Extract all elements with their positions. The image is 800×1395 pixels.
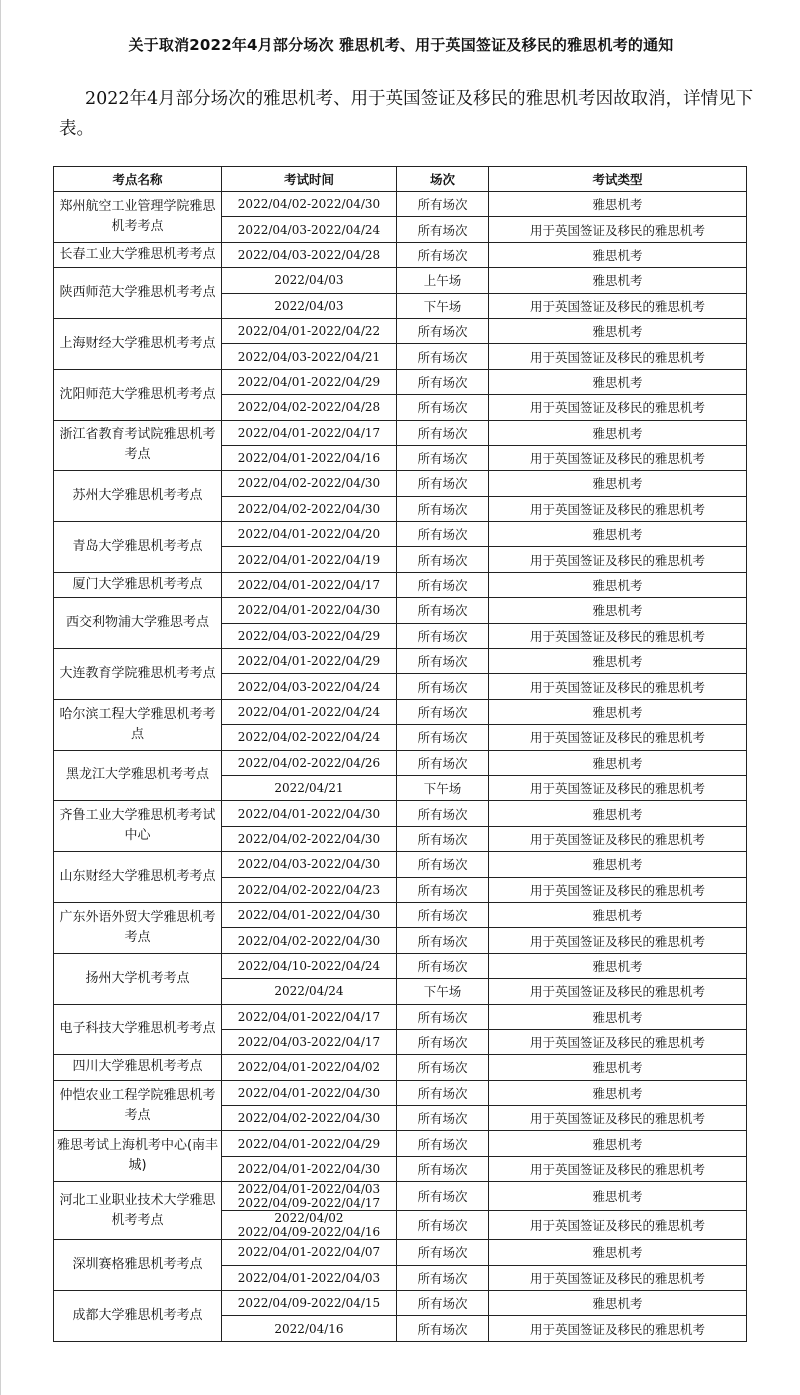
exam-date-cell: 2022/04/01-2022/04/02: [222, 1055, 397, 1080]
table-row: [54, 598, 747, 623]
exam-date-cell: 2022/04/02-2022/04/30: [222, 471, 397, 496]
exam-date-cell: 2022/04/02-2022/04/30: [222, 496, 397, 521]
exam-type-cell: 用于英国签证及移民的雅思机考: [489, 623, 747, 648]
exam-type-cell: 用于英国签证及移民的雅思机考: [489, 877, 747, 902]
session-cell: 所有场次: [397, 242, 489, 267]
session-cell: 所有场次: [397, 1080, 489, 1105]
exam-type-cell: 雅思机考: [489, 1182, 747, 1211]
session-cell: 所有场次: [397, 1156, 489, 1181]
session-cell: 所有场次: [397, 801, 489, 826]
table-row: [54, 369, 747, 394]
session-cell: 所有场次: [397, 445, 489, 470]
exam-type-cell: 雅思机考: [489, 369, 747, 394]
exam-type-cell: 用于英国签证及移民的雅思机考: [489, 1029, 747, 1054]
site-name-cell: 山东财经大学雅思机考考点: [54, 852, 222, 903]
exam-date-cell: 2022/04/01-2022/04/07: [222, 1240, 397, 1265]
exam-date-cell: 2022/04/02-2022/04/24: [222, 725, 397, 750]
table-row: [54, 318, 747, 343]
session-cell: 所有场次: [397, 877, 489, 902]
exam-type-cell: 用于英国签证及移民的雅思机考: [489, 928, 747, 953]
site-name-cell: 深圳赛格雅思机考考点: [54, 1240, 222, 1291]
session-cell: 所有场次: [397, 318, 489, 343]
site-name-cell: 电子科技大学雅思机考考点: [54, 1004, 222, 1055]
session-cell: 所有场次: [397, 1182, 489, 1211]
exam-date-cell: 2022/04/03-2022/04/24: [222, 674, 397, 699]
exam-type-cell: 雅思机考: [489, 1240, 747, 1265]
site-name-cell: 陕西师范大学雅思机考考点: [54, 268, 222, 319]
table-row: [54, 1131, 747, 1156]
site-name-cell: 浙江省教育考试院雅思机考考点: [54, 420, 222, 471]
exam-type-cell: 用于英国签证及移民的雅思机考: [489, 725, 747, 750]
table-row: [54, 699, 747, 724]
cancellation-table: [53, 166, 747, 1342]
exam-type-cell: 雅思机考: [489, 598, 747, 623]
table-row: [54, 420, 747, 445]
exam-date-cell: 2022/04/01-2022/04/30: [222, 902, 397, 927]
exam-type-cell: 雅思机考: [489, 522, 747, 547]
site-name-cell: 齐鲁工业大学雅思机考考试中心: [54, 801, 222, 852]
exam-date-cell: 2022/04/02-2022/04/26: [222, 750, 397, 775]
session-cell: 下午场: [397, 979, 489, 1004]
exam-type-cell: 用于英国签证及移民的雅思机考: [489, 979, 747, 1004]
session-cell: 所有场次: [397, 1106, 489, 1131]
table-row: [54, 801, 747, 826]
site-name-cell: 青岛大学雅思机考考点: [54, 522, 222, 573]
header-site: 考点名称: [54, 167, 222, 192]
exam-type-cell: 雅思机考: [489, 649, 747, 674]
session-cell: 所有场次: [397, 471, 489, 496]
exam-type-cell: 雅思机考: [489, 750, 747, 775]
exam-date-cell: 2022/04/03-2022/04/21: [222, 344, 397, 369]
site-name-cell: 扬州大学机考考点: [54, 953, 222, 1004]
table-row: [54, 953, 747, 978]
session-cell: 所有场次: [397, 902, 489, 927]
exam-date-cell: 2022/04/01-2022/04/30: [222, 801, 397, 826]
exam-type-cell: 雅思机考: [489, 192, 747, 217]
exam-type-cell: 用于英国签证及移民的雅思机考: [489, 1316, 747, 1341]
exam-date-cell: 2022/04/01-2022/04/29: [222, 369, 397, 394]
session-cell: 下午场: [397, 293, 489, 318]
site-name-cell: 上海财经大学雅思机考考点: [54, 318, 222, 369]
exam-type-cell: 雅思机考: [489, 242, 747, 267]
header-type: 考试类型: [489, 167, 747, 192]
table-row: [54, 522, 747, 547]
site-name-cell: 长春工业大学雅思机考考点: [54, 242, 222, 267]
exam-date-cell: 2022/04/01-2022/04/30: [222, 1156, 397, 1181]
session-cell: 所有场次: [397, 598, 489, 623]
exam-type-cell: 雅思机考: [489, 852, 747, 877]
exam-date-cell: 2022/04/01-2022/04/17: [222, 572, 397, 597]
table-row: [54, 192, 747, 217]
exam-date-cell: 2022/04/01-2022/04/30: [222, 598, 397, 623]
exam-date-cell: 2022/04/03: [222, 293, 397, 318]
exam-type-cell: 雅思机考: [489, 572, 747, 597]
exam-type-cell: 雅思机考: [489, 1004, 747, 1029]
exam-date-cell: 2022/04/03-2022/04/28: [222, 242, 397, 267]
exam-type-cell: 用于英国签证及移民的雅思机考: [489, 547, 747, 572]
site-name-cell: 苏州大学雅思机考考点: [54, 471, 222, 522]
exam-date-cell: 2022/04/03-2022/04/29: [222, 623, 397, 648]
exam-date-cell: 2022/04/03-2022/04/30: [222, 852, 397, 877]
notice-title: 关于取消2022年4月部分场次 雅思机考、用于英国签证及移民的雅思机考的通知: [128, 36, 674, 54]
table-row: [54, 242, 747, 267]
session-cell: 所有场次: [397, 674, 489, 699]
exam-date-cell: 2022/04/01-2022/04/03 2022/04/09-2022/04/17: [222, 1182, 397, 1211]
site-name-cell: 西交利物浦大学雅思考点: [54, 598, 222, 649]
exam-date-cell: 2022/04/01-2022/04/29: [222, 1131, 397, 1156]
exam-date-cell: 2022/04/03-2022/04/17: [222, 1029, 397, 1054]
exam-type-cell: 雅思机考: [489, 801, 747, 826]
exam-date-cell: 2022/04/02-2022/04/28: [222, 395, 397, 420]
site-name-cell: 仲恺农业工程学院雅思机考考点: [54, 1080, 222, 1131]
header-session: 场次: [397, 167, 489, 192]
exam-date-cell: 2022/04/01-2022/04/03: [222, 1265, 397, 1290]
session-cell: 所有场次: [397, 1211, 489, 1240]
session-cell: 所有场次: [397, 572, 489, 597]
exam-type-cell: 雅思机考: [489, 1055, 747, 1080]
session-cell: 所有场次: [397, 649, 489, 674]
exam-type-cell: 用于英国签证及移民的雅思机考: [489, 1156, 747, 1181]
exam-type-cell: 雅思机考: [489, 1291, 747, 1316]
session-cell: 所有场次: [397, 522, 489, 547]
site-name-cell: 四川大学雅思机考考点: [54, 1055, 222, 1080]
exam-type-cell: 用于英国签证及移民的雅思机考: [489, 1211, 747, 1240]
exam-type-cell: 雅思机考: [489, 1080, 747, 1105]
exam-date-cell: 2022/04/01-2022/04/22: [222, 318, 397, 343]
table-row: [54, 1182, 747, 1211]
exam-date-cell: 2022/04/21: [222, 775, 397, 800]
table-body: [54, 192, 747, 1342]
notice-intro: 2022年4月部分场次的雅思机考、用于英国签证及移民的雅思机考因故取消，详情见下表。: [59, 89, 754, 139]
exam-date-cell: 2022/04/10-2022/04/24: [222, 953, 397, 978]
exam-date-cell: 2022/04/02-2022/04/30: [222, 928, 397, 953]
table-row: [54, 1291, 747, 1316]
session-cell: 所有场次: [397, 750, 489, 775]
exam-type-cell: 用于英国签证及移民的雅思机考: [489, 1265, 747, 1290]
site-name-cell: 黑龙江大学雅思机考考点: [54, 750, 222, 801]
session-cell: 所有场次: [397, 1131, 489, 1156]
session-cell: 所有场次: [397, 1029, 489, 1054]
session-cell: 所有场次: [397, 420, 489, 445]
exam-type-cell: 用于英国签证及移民的雅思机考: [489, 775, 747, 800]
session-cell: 所有场次: [397, 953, 489, 978]
session-cell: 所有场次: [397, 725, 489, 750]
session-cell: 所有场次: [397, 699, 489, 724]
table-row: [54, 1055, 747, 1080]
table-row: [54, 750, 747, 775]
session-cell: 所有场次: [397, 1004, 489, 1029]
exam-date-cell: 2022/04/02-2022/04/23: [222, 877, 397, 902]
session-cell: 所有场次: [397, 623, 489, 648]
site-name-cell: 沈阳师范大学雅思机考考点: [54, 369, 222, 420]
site-name-cell: 雅思考试上海机考中心(南丰城): [54, 1131, 222, 1182]
session-cell: 所有场次: [397, 1291, 489, 1316]
exam-type-cell: 雅思机考: [489, 1131, 747, 1156]
exam-date-cell: 2022/04/24: [222, 979, 397, 1004]
table-row: [54, 1004, 747, 1029]
exam-date-cell: 2022/04/03: [222, 268, 397, 293]
exam-type-cell: 用于英国签证及移民的雅思机考: [489, 1106, 747, 1131]
site-name-cell: 郑州航空工业管理学院雅思机考考点: [54, 192, 222, 243]
exam-type-cell: 雅思机考: [489, 471, 747, 496]
exam-type-cell: 用于英国签证及移民的雅思机考: [489, 395, 747, 420]
table-row: [54, 1240, 747, 1265]
exam-date-cell: 2022/04/02-2022/04/30: [222, 826, 397, 851]
table-row: [54, 852, 747, 877]
exam-date-cell: 2022/04/16: [222, 1316, 397, 1341]
exam-type-cell: 用于英国签证及移民的雅思机考: [489, 344, 747, 369]
session-cell: 所有场次: [397, 1316, 489, 1341]
table-row: [54, 471, 747, 496]
exam-type-cell: 用于英国签证及移民的雅思机考: [489, 674, 747, 699]
table-row: [54, 649, 747, 674]
site-name-cell: 厦门大学雅思机考考点: [54, 572, 222, 597]
exam-date-cell: 2022/04/01-2022/04/17: [222, 1004, 397, 1029]
exam-type-cell: 雅思机考: [489, 902, 747, 927]
exam-date-cell: 2022/04/02-2022/04/30: [222, 1106, 397, 1131]
session-cell: 所有场次: [397, 496, 489, 521]
site-name-cell: 成都大学雅思机考考点: [54, 1291, 222, 1342]
exam-date-cell: 2022/04/02-2022/04/30: [222, 192, 397, 217]
exam-date-cell: 2022/04/01-2022/04/30: [222, 1080, 397, 1105]
exam-type-cell: 用于英国签证及移民的雅思机考: [489, 217, 747, 242]
exam-date-cell: 2022/04/01-2022/04/17: [222, 420, 397, 445]
exam-type-cell: 用于英国签证及移民的雅思机考: [489, 496, 747, 521]
session-cell: 所有场次: [397, 928, 489, 953]
session-cell: 所有场次: [397, 1240, 489, 1265]
exam-date-cell: 2022/04/01-2022/04/24: [222, 699, 397, 724]
exam-type-cell: 雅思机考: [489, 953, 747, 978]
session-cell: 所有场次: [397, 826, 489, 851]
site-name-cell: 哈尔滨工程大学雅思机考考点: [54, 699, 222, 750]
session-cell: 所有场次: [397, 217, 489, 242]
exam-type-cell: 雅思机考: [489, 318, 747, 343]
table-row: [54, 268, 747, 293]
exam-type-cell: 雅思机考: [489, 699, 747, 724]
session-cell: 所有场次: [397, 1265, 489, 1290]
exam-date-cell: 2022/04/01-2022/04/19: [222, 547, 397, 572]
session-cell: 所有场次: [397, 369, 489, 394]
session-cell: 所有场次: [397, 1055, 489, 1080]
session-cell: 所有场次: [397, 344, 489, 369]
exam-type-cell: 用于英国签证及移民的雅思机考: [489, 293, 747, 318]
session-cell: 所有场次: [397, 395, 489, 420]
exam-date-cell: 2022/04/01-2022/04/20: [222, 522, 397, 547]
table-row: [54, 902, 747, 927]
exam-date-cell: 2022/04/09-2022/04/15: [222, 1291, 397, 1316]
session-cell: 所有场次: [397, 547, 489, 572]
table-row: [54, 1080, 747, 1105]
table-header-row: [54, 167, 747, 192]
exam-type-cell: 用于英国签证及移民的雅思机考: [489, 445, 747, 470]
exam-date-cell: 2022/04/01-2022/04/16: [222, 445, 397, 470]
exam-date-cell: 2022/04/03-2022/04/24: [222, 217, 397, 242]
exam-date-cell: 2022/04/01-2022/04/29: [222, 649, 397, 674]
table-row: [54, 572, 747, 597]
exam-type-cell: 雅思机考: [489, 420, 747, 445]
session-cell: 所有场次: [397, 192, 489, 217]
exam-type-cell: 用于英国签证及移民的雅思机考: [489, 826, 747, 851]
session-cell: 所有场次: [397, 852, 489, 877]
session-cell: 上午场: [397, 268, 489, 293]
site-name-cell: 大连教育学院雅思机考考点: [54, 649, 222, 700]
exam-type-cell: 雅思机考: [489, 268, 747, 293]
exam-date-cell: 2022/04/02 2022/04/09-2022/04/16: [222, 1211, 397, 1240]
site-name-cell: 河北工业职业技术大学雅思机考考点: [54, 1182, 222, 1240]
session-cell: 下午场: [397, 775, 489, 800]
site-name-cell: 广东外语外贸大学雅思机考考点: [54, 902, 222, 953]
header-date: 考试时间: [222, 167, 397, 192]
